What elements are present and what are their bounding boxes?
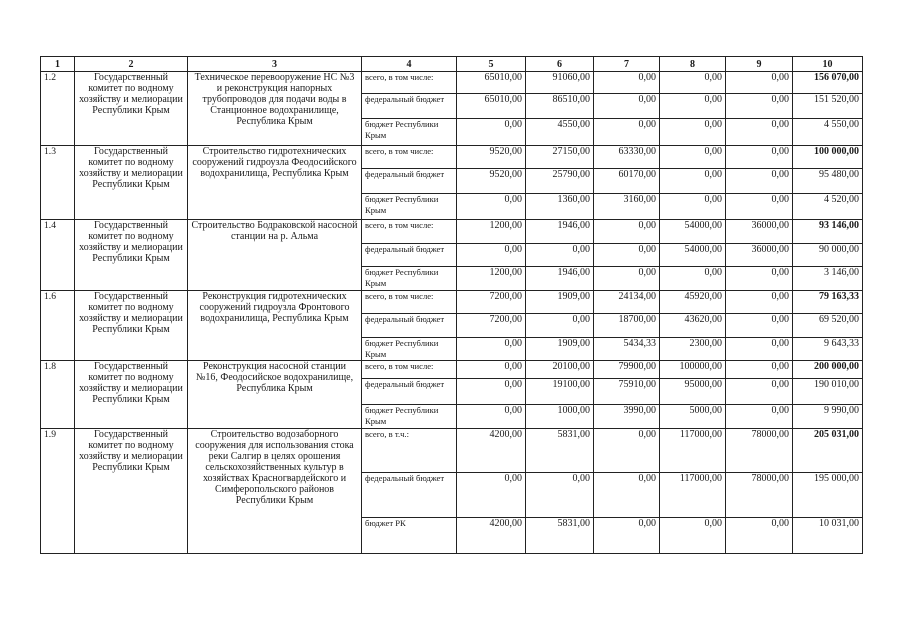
value-cell-v7: 18700,00 <box>594 314 660 338</box>
value-cell-v7: 0,00 <box>594 94 660 119</box>
organization-cell: Государственный комитет по водному хозяйству и мелиорации Республики Крым <box>75 146 188 220</box>
value-cell-v5: 65010,00 <box>457 94 526 119</box>
value-cell-v6: 86510,00 <box>526 94 594 119</box>
value-cell-v9: 0,00 <box>726 518 793 554</box>
table-row <box>41 146 863 169</box>
total-cell: 156 070,00 <box>793 72 863 94</box>
project-cell: Реконструкция насосной станции №16, Феодосийское водохранилище, Республика Крым <box>188 361 362 429</box>
value-cell-v6: 4550,00 <box>526 119 594 146</box>
value-cell-v5: 0,00 <box>457 361 526 379</box>
organization-cell: Государственный комитет по водному хозяйству и мелиорации Республики Крым <box>75 291 188 361</box>
funding-source-cell: бюджет РК <box>362 518 457 554</box>
funding-source-cell: бюджет Республики Крым <box>362 194 457 220</box>
value-cell-v8: 43620,00 <box>660 314 726 338</box>
col-header: 3 <box>188 57 362 72</box>
value-cell-v6: 0,00 <box>526 244 594 267</box>
value-cell-v8: 5000,00 <box>660 405 726 429</box>
value-cell-v7: 0,00 <box>594 518 660 554</box>
value-cell-v5: 0,00 <box>457 338 526 361</box>
value-cell-v9: 0,00 <box>726 267 793 291</box>
value-cell-v8: 0,00 <box>660 267 726 291</box>
project-cell: Техническое перевооружение НС №3 и реконструкция напорных трубопроводов для подачи воды в Станционное водохранилище, Республика Крым <box>188 72 362 146</box>
col-header: 9 <box>726 57 793 72</box>
value-cell-v7: 24134,00 <box>594 291 660 314</box>
row-number: 1.2 <box>41 72 75 146</box>
organization-cell: Государственный комитет по водному хозяйству и мелиорации Республики Крым <box>75 72 188 146</box>
table-row <box>41 220 863 244</box>
total-cell: 3 146,00 <box>793 267 863 291</box>
value-cell-v6: 0,00 <box>526 473 594 518</box>
value-cell-v9: 36000,00 <box>726 244 793 267</box>
project-cell: Строительство Бодраковской насосной станции на р. Альма <box>188 220 362 291</box>
value-cell-v6: 19100,00 <box>526 379 594 405</box>
value-cell-v9: 0,00 <box>726 94 793 119</box>
value-cell-v9: 0,00 <box>726 291 793 314</box>
value-cell-v5: 0,00 <box>457 473 526 518</box>
value-cell-v6: 25790,00 <box>526 169 594 194</box>
value-cell-v7: 0,00 <box>594 429 660 473</box>
value-cell-v6: 1000,00 <box>526 405 594 429</box>
value-cell-v5: 65010,00 <box>457 72 526 94</box>
organization-cell: Государственный комитет по водному хозяйству и мелиорации Республики Крым <box>75 429 188 554</box>
funding-source-cell: всего, в том числе: <box>362 220 457 244</box>
col-header: 2 <box>75 57 188 72</box>
value-cell-v8: 54000,00 <box>660 244 726 267</box>
value-cell-v5: 7200,00 <box>457 291 526 314</box>
total-cell: 190 010,00 <box>793 379 863 405</box>
funding-source-cell: всего, в том числе: <box>362 291 457 314</box>
funding-source-cell: федеральный бюджет <box>362 314 457 338</box>
value-cell-v5: 0,00 <box>457 119 526 146</box>
value-cell-v6: 20100,00 <box>526 361 594 379</box>
value-cell-v5: 0,00 <box>457 244 526 267</box>
value-cell-v7: 0,00 <box>594 72 660 94</box>
value-cell-v9: 0,00 <box>726 72 793 94</box>
value-cell-v8: 117000,00 <box>660 429 726 473</box>
value-cell-v6: 1946,00 <box>526 220 594 244</box>
value-cell-v7: 0,00 <box>594 220 660 244</box>
total-cell: 69 520,00 <box>793 314 863 338</box>
project-cell: Строительство гидротехнических сооружений гидроузла Феодосийского водохранилища, Республика Крым <box>188 146 362 220</box>
total-cell: 10 031,00 <box>793 518 863 554</box>
row-number: 1.6 <box>41 291 75 361</box>
funding-source-cell: федеральный бюджет <box>362 94 457 119</box>
value-cell-v8: 95000,00 <box>660 379 726 405</box>
total-cell: 4 520,00 <box>793 194 863 220</box>
col-header: 4 <box>362 57 457 72</box>
funding-source-cell: бюджет Республики Крым <box>362 119 457 146</box>
total-cell: 95 480,00 <box>793 169 863 194</box>
col-header: 1 <box>41 57 75 72</box>
value-cell-v7: 79900,00 <box>594 361 660 379</box>
funding-source-cell: федеральный бюджет <box>362 244 457 267</box>
total-cell: 90 000,00 <box>793 244 863 267</box>
budget-table <box>40 56 863 554</box>
value-cell-v5: 1200,00 <box>457 267 526 291</box>
value-cell-v9: 0,00 <box>726 314 793 338</box>
value-cell-v8: 0,00 <box>660 146 726 169</box>
value-cell-v6: 27150,00 <box>526 146 594 169</box>
col-header: 8 <box>660 57 726 72</box>
funding-source-cell: всего, в т.ч.: <box>362 429 457 473</box>
organization-cell: Государственный комитет по водному хозяйству и мелиорации Республики Крым <box>75 220 188 291</box>
header-row <box>41 57 863 72</box>
table-row <box>41 361 863 379</box>
value-cell-v7: 0,00 <box>594 244 660 267</box>
value-cell-v6: 1360,00 <box>526 194 594 220</box>
funding-source-cell: всего, в том числе: <box>362 72 457 94</box>
total-cell: 205 031,00 <box>793 429 863 473</box>
value-cell-v9: 36000,00 <box>726 220 793 244</box>
total-cell: 9 990,00 <box>793 405 863 429</box>
value-cell-v5: 1200,00 <box>457 220 526 244</box>
row-number: 1.9 <box>41 429 75 554</box>
value-cell-v8: 0,00 <box>660 169 726 194</box>
value-cell-v8: 0,00 <box>660 194 726 220</box>
funding-source-cell: федеральный бюджет <box>362 169 457 194</box>
value-cell-v7: 75910,00 <box>594 379 660 405</box>
total-cell: 93 146,00 <box>793 220 863 244</box>
value-cell-v5: 0,00 <box>457 194 526 220</box>
project-cell: Реконструкция гидротехнических сооружений гидроузла Фронтового водохранилища, Республика Крым <box>188 291 362 361</box>
value-cell-v8: 2300,00 <box>660 338 726 361</box>
value-cell-v5: 0,00 <box>457 379 526 405</box>
value-cell-v6: 1909,00 <box>526 338 594 361</box>
value-cell-v6: 1946,00 <box>526 267 594 291</box>
value-cell-v6: 91060,00 <box>526 72 594 94</box>
value-cell-v7: 60170,00 <box>594 169 660 194</box>
total-cell: 195 000,00 <box>793 473 863 518</box>
value-cell-v5: 9520,00 <box>457 146 526 169</box>
total-cell: 151 520,00 <box>793 94 863 119</box>
funding-source-cell: бюджет Республики Крым <box>362 267 457 291</box>
value-cell-v6: 5831,00 <box>526 518 594 554</box>
value-cell-v9: 0,00 <box>726 146 793 169</box>
total-cell: 4 550,00 <box>793 119 863 146</box>
funding-source-cell: бюджет Республики Крым <box>362 405 457 429</box>
value-cell-v8: 0,00 <box>660 72 726 94</box>
value-cell-v5: 9520,00 <box>457 169 526 194</box>
value-cell-v7: 63330,00 <box>594 146 660 169</box>
value-cell-v8: 100000,00 <box>660 361 726 379</box>
value-cell-v9: 0,00 <box>726 194 793 220</box>
project-cell: Строительство водозаборного сооружения для использования стока реки Салгир в целях орошения сельскохозяйственных культур в хозяйствах Красногвардейского и Симферопольского районов Республики Крым <box>188 429 362 554</box>
value-cell-v8: 0,00 <box>660 518 726 554</box>
value-cell-v6: 5831,00 <box>526 429 594 473</box>
value-cell-v6: 0,00 <box>526 314 594 338</box>
funding-source-cell: всего, в том числе: <box>362 146 457 169</box>
funding-source-cell: федеральный бюджет <box>362 379 457 405</box>
value-cell-v7: 0,00 <box>594 473 660 518</box>
col-header: 7 <box>594 57 660 72</box>
funding-source-cell: бюджет Республики Крым <box>362 338 457 361</box>
value-cell-v8: 0,00 <box>660 94 726 119</box>
value-cell-v8: 117000,00 <box>660 473 726 518</box>
table-row <box>41 429 863 473</box>
value-cell-v6: 1909,00 <box>526 291 594 314</box>
total-cell: 100 000,00 <box>793 146 863 169</box>
value-cell-v9: 0,00 <box>726 379 793 405</box>
value-cell-v5: 4200,00 <box>457 429 526 473</box>
col-header: 6 <box>526 57 594 72</box>
row-number: 1.3 <box>41 146 75 220</box>
row-number: 1.4 <box>41 220 75 291</box>
value-cell-v7: 0,00 <box>594 119 660 146</box>
col-header: 10 <box>793 57 863 72</box>
table-row <box>41 72 863 94</box>
total-cell: 200 000,00 <box>793 361 863 379</box>
value-cell-v5: 7200,00 <box>457 314 526 338</box>
funding-source-cell: всего, в том числе: <box>362 361 457 379</box>
value-cell-v8: 54000,00 <box>660 220 726 244</box>
value-cell-v8: 45920,00 <box>660 291 726 314</box>
organization-cell: Государственный комитет по водному хозяйству и мелиорации Республики Крым <box>75 361 188 429</box>
value-cell-v5: 0,00 <box>457 405 526 429</box>
value-cell-v9: 78000,00 <box>726 473 793 518</box>
value-cell-v7: 0,00 <box>594 267 660 291</box>
funding-source-cell: федеральный бюджет <box>362 473 457 518</box>
value-cell-v9: 78000,00 <box>726 429 793 473</box>
value-cell-v7: 3160,00 <box>594 194 660 220</box>
value-cell-v8: 0,00 <box>660 119 726 146</box>
value-cell-v7: 3990,00 <box>594 405 660 429</box>
total-cell: 9 643,33 <box>793 338 863 361</box>
value-cell-v9: 0,00 <box>726 361 793 379</box>
value-cell-v5: 4200,00 <box>457 518 526 554</box>
value-cell-v9: 0,00 <box>726 338 793 361</box>
value-cell-v9: 0,00 <box>726 119 793 146</box>
table-row <box>41 291 863 314</box>
value-cell-v9: 0,00 <box>726 169 793 194</box>
row-number: 1.8 <box>41 361 75 429</box>
value-cell-v7: 5434,33 <box>594 338 660 361</box>
value-cell-v9: 0,00 <box>726 405 793 429</box>
total-cell: 79 163,33 <box>793 291 863 314</box>
col-header: 5 <box>457 57 526 72</box>
